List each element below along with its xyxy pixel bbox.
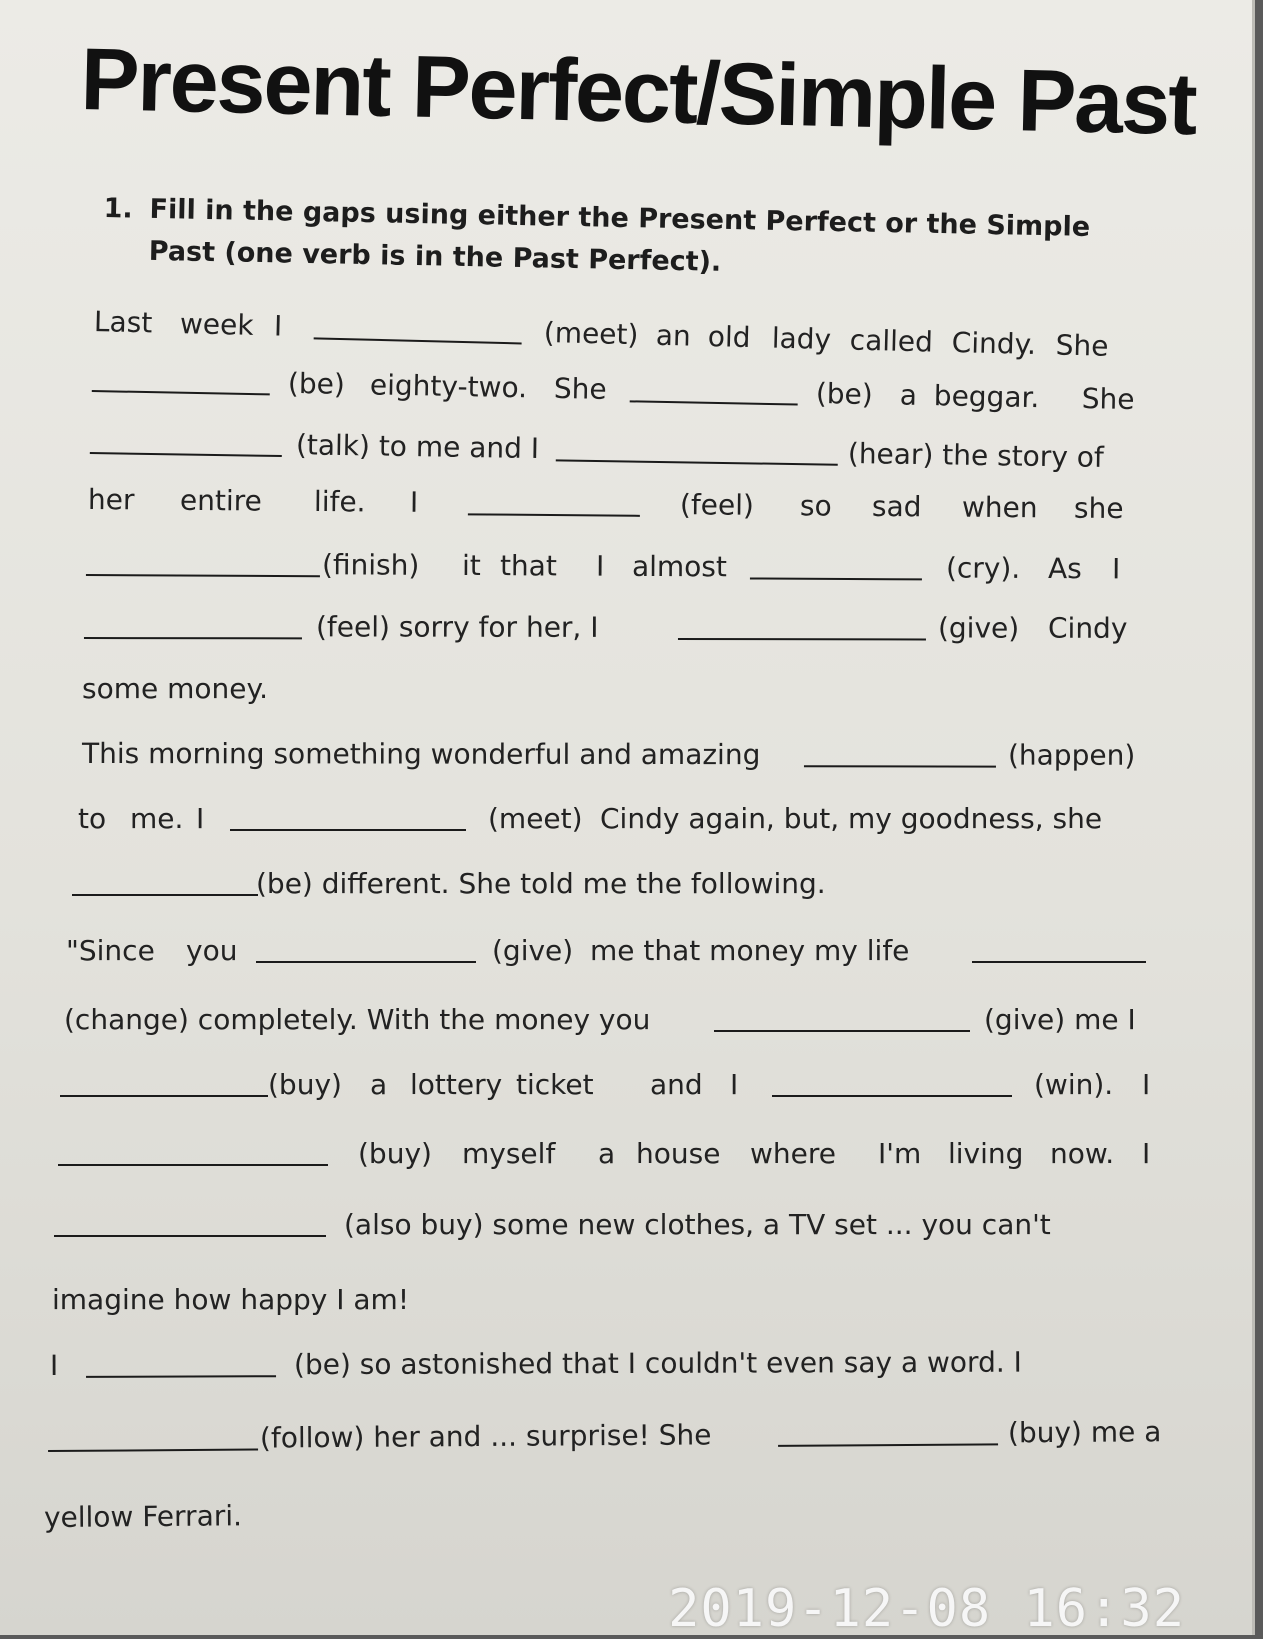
exercise-text-segment: I xyxy=(50,1344,58,1388)
exercise-text-segment: called xyxy=(849,318,933,364)
exercise-line xyxy=(90,420,1181,481)
exercise-line xyxy=(52,1278,1180,1322)
answer-blank[interactable] xyxy=(48,1449,258,1452)
exercise-text-segment: Last xyxy=(93,300,152,345)
exercise-text-segment: she xyxy=(1074,487,1124,531)
worksheet-title: Present Perfect/Simple Past xyxy=(80,28,1197,155)
exercise-text-segment: I xyxy=(273,304,282,348)
exercise-line xyxy=(48,1410,1180,1462)
exercise-text-segment: where xyxy=(750,1132,836,1176)
exercise-text-segment: imagine how happy I am! xyxy=(52,1278,409,1322)
answer-blank[interactable] xyxy=(772,1095,1012,1097)
exercise-text-segment: a xyxy=(899,374,917,418)
exercise-line xyxy=(84,605,1180,651)
exercise-text-segment: (be) different. She told me the following. xyxy=(256,862,826,906)
exercise-text-segment: lottery xyxy=(410,1063,502,1107)
exercise-text-segment: entire xyxy=(180,479,262,524)
exercise-text-segment: "Since xyxy=(66,929,155,973)
exercise-text-segment: I xyxy=(596,545,604,589)
exercise-text-segment: me that money my life xyxy=(590,929,909,973)
answer-blank[interactable] xyxy=(90,452,282,457)
exercise-text-segment: (be) xyxy=(288,362,346,407)
exercise-text-segment: I xyxy=(1142,1132,1150,1176)
exercise-text-segment: me. xyxy=(130,797,183,841)
exercise-text-segment: (be) so astonished that I couldn't even say a word. I xyxy=(294,1341,1022,1388)
exercise-text-segment: (buy) xyxy=(358,1132,432,1176)
exercise-text-segment: She xyxy=(1081,377,1135,422)
exercise-text-segment: sad xyxy=(872,485,922,529)
exercise-text-segment: (buy) xyxy=(268,1063,342,1107)
exercise-text-segment: I xyxy=(1142,1063,1150,1107)
exercise-line xyxy=(44,1486,1180,1540)
answer-blank[interactable] xyxy=(750,577,922,580)
answer-blank[interactable] xyxy=(314,337,522,344)
exercise-line xyxy=(64,998,1180,1042)
exercise-text-segment: I xyxy=(730,1063,738,1107)
exercise-text-segment: (cry). xyxy=(946,547,1020,591)
exercise-text-segment: (change) completely. With the money you xyxy=(64,998,650,1042)
exercise-text-segment: a xyxy=(598,1132,615,1176)
answer-blank[interactable] xyxy=(92,390,270,395)
exercise-text-segment: Cindy. xyxy=(951,321,1036,367)
exercise-text-segment: life. xyxy=(314,480,366,524)
exercise-text-segment: Cindy xyxy=(1048,607,1127,651)
exercise-line xyxy=(72,862,1180,906)
exercise-text-segment: an xyxy=(655,314,691,359)
exercise-text-segment: I'm xyxy=(878,1132,921,1176)
answer-blank[interactable] xyxy=(630,400,798,405)
exercise-text-segment: that xyxy=(500,544,557,588)
answer-blank[interactable] xyxy=(54,1235,326,1237)
exercise-text-segment: ticket xyxy=(516,1063,594,1107)
answer-blank[interactable] xyxy=(804,765,996,767)
exercise-line xyxy=(58,1132,1180,1176)
exercise-text-segment: (meet) xyxy=(543,311,639,357)
exercise-text-segment: (be) xyxy=(815,372,873,417)
exercise-line xyxy=(86,542,1180,592)
exercise-text-segment: (feel) sorry for her, I xyxy=(316,605,599,649)
exercise-line xyxy=(66,929,1180,973)
exercise-text-segment: a xyxy=(370,1063,387,1107)
exercise-text-segment: She xyxy=(1055,324,1109,369)
answer-blank[interactable] xyxy=(778,1443,998,1447)
exercise-text-segment: (meet) xyxy=(488,797,583,841)
answer-blank[interactable] xyxy=(972,961,1146,963)
answer-blank[interactable] xyxy=(256,961,476,963)
exercise-line xyxy=(82,667,1180,711)
exercise-text-segment: (finish) xyxy=(322,543,420,588)
answer-blank[interactable] xyxy=(468,513,640,517)
answer-blank[interactable] xyxy=(84,637,302,639)
exercise-line xyxy=(92,358,1181,423)
answer-blank[interactable] xyxy=(678,638,926,640)
exercise-text-segment: house xyxy=(636,1132,720,1176)
exercise-text-segment: (give) me I xyxy=(984,998,1136,1042)
instruction-line-2: Past (one verb is in the Past Perfect). xyxy=(102,230,1089,291)
exercise-text-segment: (feel) xyxy=(680,483,754,528)
exercise-text-segment: (happen) xyxy=(1008,734,1135,778)
exercise-text-segment: week xyxy=(179,302,254,348)
exercise-text-segment: (give) xyxy=(492,929,573,973)
exercise-text-segment: (also buy) some new clothes, a TV set ... you can't xyxy=(344,1203,1051,1247)
exercise-text-segment: (hear) the story of xyxy=(848,432,1105,480)
exercise-line xyxy=(93,300,1180,371)
exercise-text-segment: (win). xyxy=(1034,1063,1113,1107)
exercise-number: 1. xyxy=(103,188,150,231)
exercise-line xyxy=(50,1340,1180,1388)
exercise-text-segment: Cindy again, but, my goodness, she xyxy=(600,797,1102,841)
exercise-text-segment: (buy) me a xyxy=(1008,1410,1162,1455)
exercise-line xyxy=(82,732,1180,778)
exercise-text-segment: when xyxy=(962,486,1038,531)
exercise-text-segment: This morning something wonderful and amazing xyxy=(82,732,760,777)
answer-blank[interactable] xyxy=(714,1030,970,1032)
exercise-line xyxy=(78,797,1180,841)
exercise-text-segment: living xyxy=(948,1132,1023,1176)
exercise-text-segment: almost xyxy=(632,545,727,589)
answer-blank[interactable] xyxy=(86,1375,276,1378)
exercise-text-segment: to xyxy=(78,797,106,841)
exercise-text-segment: (talk) to me and I xyxy=(296,423,540,471)
answer-blank[interactable] xyxy=(86,574,320,577)
exercise-text-segment: yellow Ferrari. xyxy=(44,1494,242,1540)
exercise-text-segment: now. xyxy=(1050,1132,1114,1176)
exercise-text-segment: eighty-two. xyxy=(370,363,528,410)
exercise-text-segment: some money. xyxy=(82,667,268,711)
exercise-text-segment: I xyxy=(196,797,204,841)
answer-blank[interactable] xyxy=(58,1164,328,1166)
exercise-line xyxy=(88,478,1180,532)
exercise-text-segment: and xyxy=(650,1063,703,1107)
exercise-text-segment: As xyxy=(1048,547,1082,591)
exercise-text-segment: so xyxy=(800,484,832,528)
exercise-text-segment: I xyxy=(1112,547,1120,591)
answer-blank[interactable] xyxy=(72,894,258,896)
exercise-instruction xyxy=(102,188,1090,291)
exercise-line xyxy=(54,1203,1180,1247)
exercise-text-segment: I xyxy=(410,481,419,525)
exercise-text-segment: (give) xyxy=(938,606,1019,650)
exercise-line xyxy=(60,1063,1180,1107)
answer-blank[interactable] xyxy=(230,829,466,831)
exercise-text-segment: her xyxy=(88,478,135,522)
instruction-line-1: Fill in the gaps using either the Present Perfect or the Simple xyxy=(149,194,1090,243)
exercise-text-segment: (follow) her and ... surprise! She xyxy=(260,1413,712,1460)
exercise-text-segment: myself xyxy=(462,1132,555,1176)
answer-blank[interactable] xyxy=(556,459,838,465)
exercise-text-segment: you xyxy=(186,929,237,973)
photo-timestamp: 2019-12-08 16:32 xyxy=(668,1579,1185,1639)
exercise-text-segment: lady xyxy=(771,317,831,362)
answer-blank[interactable] xyxy=(60,1095,268,1097)
exercise-text-segment: it xyxy=(462,544,481,588)
exercise-text-segment: beggar. xyxy=(933,374,1039,420)
exercise-text-segment: old xyxy=(707,315,751,360)
exercise-text-segment: She xyxy=(553,367,607,412)
